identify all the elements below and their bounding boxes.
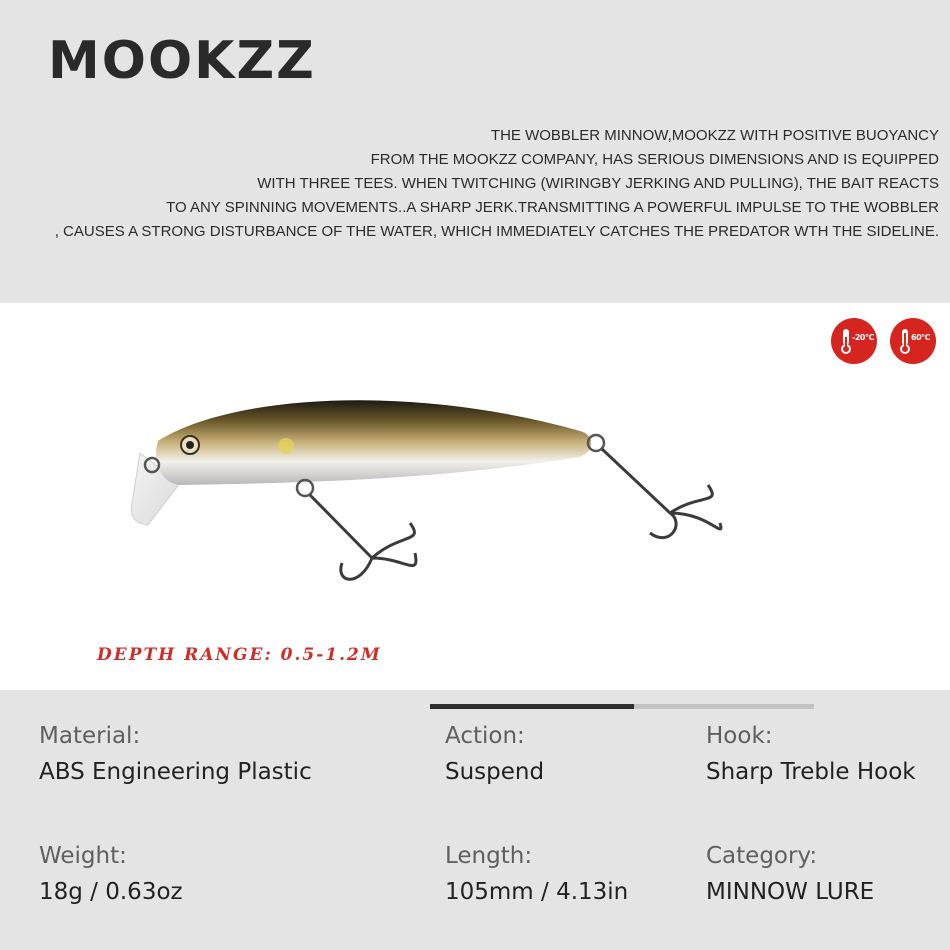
description-line: FROM THE MOOKZZ COMPANY, HAS SERIOUS DIMENSIONS AND IS EQUIPPED [370,151,939,168]
spec-length-value: 105mm / 4.13in [445,879,629,905]
rear-treble-hook [602,449,721,538]
carousel-progress-fill [430,704,634,709]
spec-category-value: MINNOW LURE [706,879,875,905]
spec-category-label: Category: [706,843,818,869]
spec-hook-value: Sharp Treble Hook [706,759,916,785]
spec-action [445,723,544,785]
spec-category [706,843,874,905]
depth-range-label: DEPTH RANGE: 0.5-1.2M [97,645,382,665]
header-section [0,0,950,303]
spec-action-label: Action: [445,723,525,749]
spec-weight-label: Weight: [39,843,127,869]
description-line: WITH THREE TEES. WHEN TWITCHING (WIRINGBY JERKING AND PULLING), THE BAIT REACTS [257,175,939,192]
spec-hook [706,723,916,785]
hot-temperature-badge [890,318,936,364]
spec-weight [39,843,183,905]
product-image-section [0,303,950,690]
lure-body [156,400,591,485]
spec-length-label: Length: [445,843,533,869]
cold-temperature-label: -20°C [852,333,874,342]
belly-split-ring [297,480,313,496]
description-line: TO ANY SPINNING MOVEMENTS..A SHARP JERK.TRANSMITTING A POWERFUL IMPULSE TO THE WOBBLER [166,199,939,216]
cold-temperature-badge [831,318,877,364]
spec-length [445,843,628,905]
spec-weight-value: 18g / 0.63oz [39,879,183,905]
description-line: THE WOBBLER MINNOW,MOOKZZ WITH POSITIVE BUOYANCY [490,127,939,144]
spec-material [39,723,312,785]
belly-treble-hook [310,495,416,579]
brand-logo [48,28,368,88]
specs-section [0,690,950,950]
spec-material-value: ABS Engineering Plastic [39,759,312,785]
product-description [39,124,939,244]
brand-logo-text: MOOKZZ [48,31,316,88]
description-line: , CAUSES A STRONG DISTURBANCE OF THE WATER, WHICH IMMEDIATELY CATCHES THE PREDATOR WTH THE SIDELINE. [54,223,939,240]
spec-material-label: Material: [39,723,141,749]
minnow-lure-image [110,373,750,613]
image-carousel-progress[interactable] [430,704,814,709]
spec-action-value: Suspend [445,759,545,785]
spec-hook-label: Hook: [706,723,773,749]
hot-temperature-label: 60°C [911,333,931,342]
